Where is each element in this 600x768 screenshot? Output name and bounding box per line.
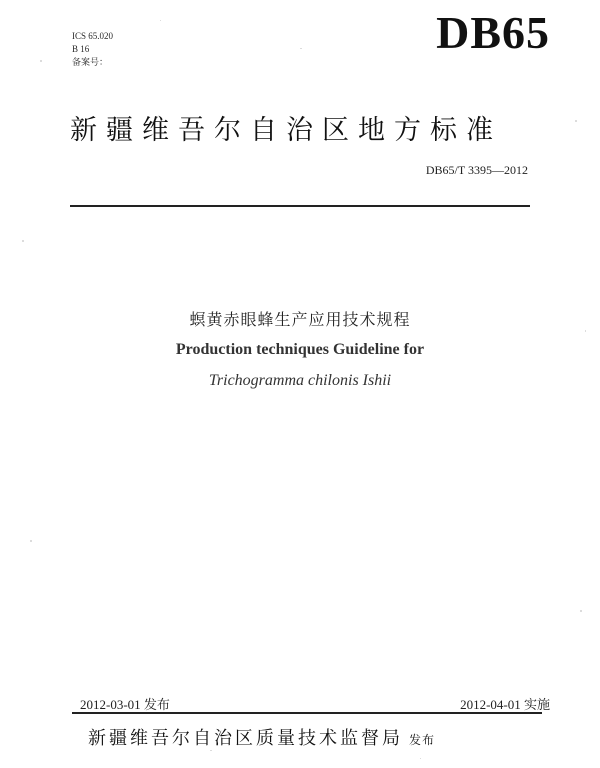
- header-divider: [70, 205, 530, 207]
- record-number-label: 备案号：: [72, 57, 109, 67]
- ccs-code: B 16: [72, 44, 90, 54]
- title-english-line1: Production techniques Guideline for: [175, 341, 425, 358]
- issuer-suffix: 发布: [409, 733, 436, 747]
- footer-divider: [72, 712, 542, 714]
- title-english-line2: Trichogramma chilonis Ishii: [208, 372, 392, 389]
- classification-codes: [72, 30, 113, 69]
- issuer-name: 新疆维吾尔自治区质量技术监督局: [88, 728, 403, 749]
- scan-speck: [300, 48, 302, 49]
- issue-date: 2012-03-01 发布: [80, 697, 170, 712]
- scan-speck: [22, 240, 24, 242]
- scan-speck: [585, 330, 586, 332]
- scan-speck: [580, 610, 582, 612]
- scan-speck: [160, 20, 161, 21]
- scan-speck: [575, 120, 577, 122]
- issuing-authority: [88, 724, 435, 750]
- scan-speck: [210, 750, 212, 751]
- implementation-date: 2012-04-01 实施: [460, 697, 550, 712]
- standard-category-title: 新疆维吾尔自治区地方标准: [70, 115, 502, 146]
- scan-speck: [40, 60, 42, 62]
- scan-speck: [30, 540, 32, 542]
- scan-speck: [420, 758, 421, 759]
- title-chinese: 螟黄赤眼蜂生产应用技术规程: [189, 310, 411, 329]
- db65-logo: DB65: [436, 7, 550, 58]
- standard-number: DB65/T 3395—2012: [425, 163, 528, 177]
- ics-code: ICS 65.020: [72, 31, 114, 41]
